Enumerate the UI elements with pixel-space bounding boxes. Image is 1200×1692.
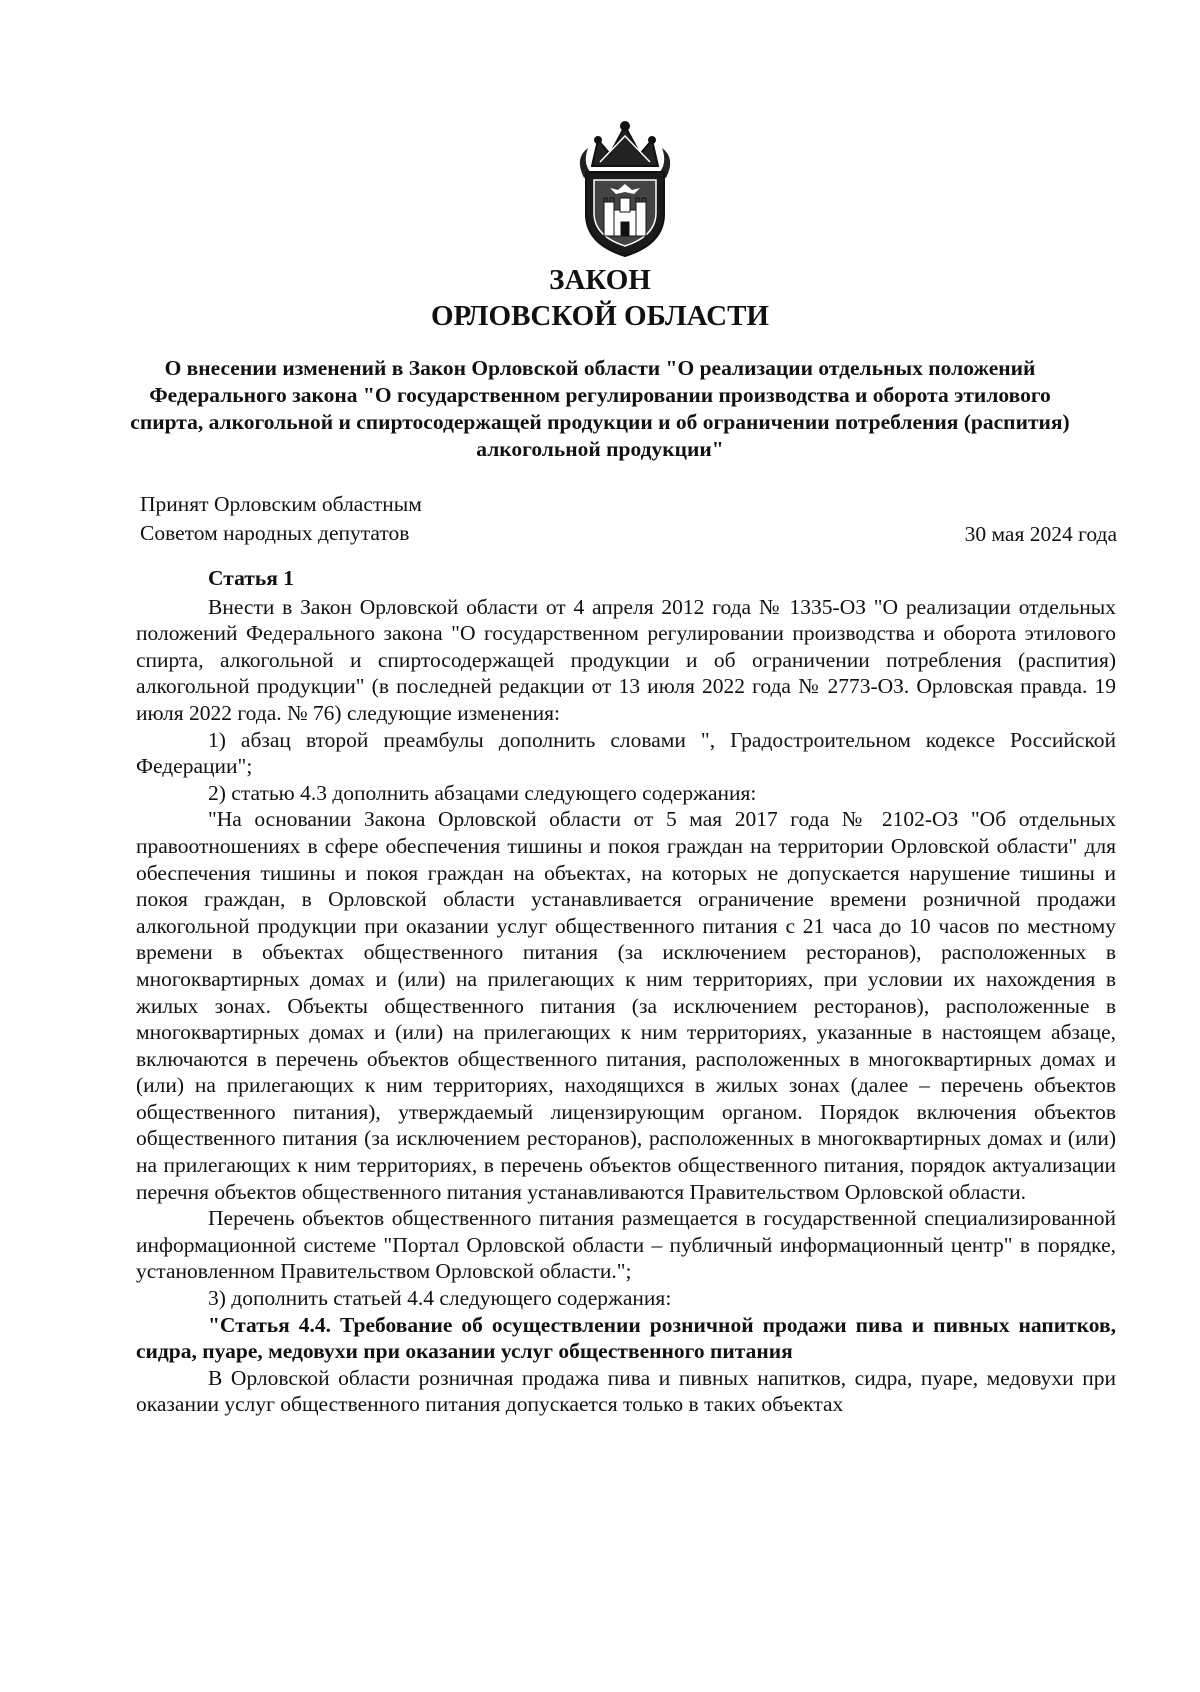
law-title (0, 262, 1200, 334)
adoption-date: 30 мая 2024 года (964, 522, 1117, 546)
paragraph-list-placement: Перечень объектов общественного питания размещается в государственной специализированной информационной системе "Портал Орловской области – публичный информационный центр" в порядке, установленном Правительством Орловской области."; (136, 1206, 1116, 1284)
paragraph-quote-43: "На основании Закона Орловской области от 5 мая 2017 года № 2102-ОЗ "Об отдельных правоотношениях в сфере обеспечения тишины и покоя граждан на территории Орловской области" для обеспечения тишины и покоя граждан на объектах, на которых не допускается нарушение тишины и покоя граждан, в Орловской области устанавливается ограничение времени розничной продажи алкогольной продукции при оказании услуг общественного питания с 21 часа до 10 часов по местному времени в объектах общественного питания (за исключением ресторанов), расположенных в многоквартирных домах и (или) на прилегающих к ним территориях, при условии их нахождения в жилых зонах. Объекты общественного питания (за исключением ресторанов), расположенные в многоквартирных домах и (или) на прилегающих к ним территориях, указанные в настоящем абзаце, включаются в перечень объектов общественного питания, расположенных в многоквартирных домах и (или) на прилегающих к ним территориях, находящихся в жилых зонах (далее – перечень объектов общественного питания), утверждаемый лицензирующим органом. Порядок включения объектов общественного питания (за исключением ресторанов), расположенных в многоквартирных домах и (или) на прилегающих к ним территориях, в перечень объектов общественного питания, порядок актуализации перечня объектов общественного питания устанавливаются Правительством Орловской области. (136, 807, 1116, 1204)
article-title: Статья 1 (208, 566, 294, 590)
coat-of-arms-emblem (570, 118, 680, 258)
adoption-info (140, 490, 422, 548)
paragraph-item-2: 2) статью 4.3 дополнить абзацами следующего содержания: (208, 780, 757, 805)
adoption-line2: Советом народных депутатов (140, 521, 410, 545)
law-title-line2: ОРЛОВСКОЙ ОБЛАСТИ (430, 300, 769, 332)
adoption-line1: Принят Орловским областным (140, 492, 422, 516)
paragraph-intro: Внести в Закон Орловской области от 4 апреля 2012 года № 1335-ОЗ "О реализации отдельных положений Федерального закона "О государственном регулировании производства и оборота этилового спирта, алкогольной и спиртосодержащей продукции и об ограничении потребления (распития) алкогольной продукции" (в последней редакции от 13 июля 2022 года № 2773-ОЗ. Орловская правда. 19 июля 2022 года. № 76) следующие изменения: (136, 594, 1116, 725)
paragraph-item-1: 1) абзац второй преамбулы дополнить словами ", Градостроительном кодексе Российской Федерации"; (136, 727, 1116, 779)
paragraph-item-3: 3) дополнить статьей 4.4 следующего содержания: (208, 1286, 672, 1311)
law-title-line1: ЗАКОН (549, 264, 651, 296)
article-44-text: В Орловской области розничная продажа пива и пивных напитков, сидра, пуаре, медовухи при оказании услуг общественного питания допускается только в таких объектах (136, 1365, 1116, 1417)
article-44-title: "Статья 4.4. Требование об осуществлении розничной продажи пива и пивных напитков, сидра, пуаре, медовухи при оказании услуг общественного питания (136, 1312, 1116, 1364)
law-body (136, 565, 1116, 1418)
law-subtitle: О внесении изменений в Закон Орловской области "О реализации отдельных положений Федерального закона "О государственном регулировании производства и оборота этилового спирта, алкогольной и спиртосодержащей продукции и об ограничении потребления (распития) алкогольной продукции" (130, 356, 1070, 461)
